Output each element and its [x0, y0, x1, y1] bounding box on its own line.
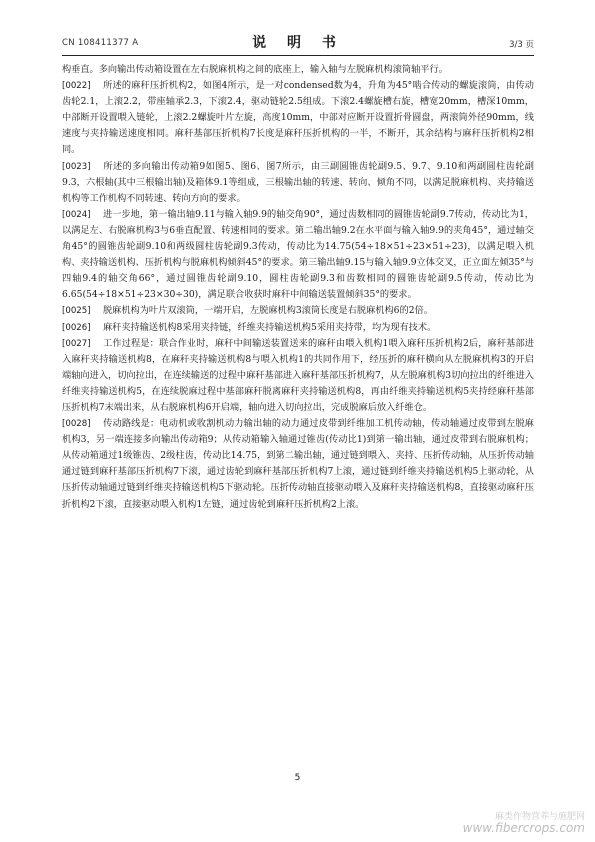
page-indicator: 3/3 页	[509, 40, 534, 50]
paragraph-text: 构垂直。多向输出传动箱设置在左右脱麻机构之间的底座上，输入轴与左脱麻机构滚筒轴平行。	[62, 64, 448, 75]
document-title: 说 明 书	[252, 35, 344, 51]
page-number: 5	[294, 773, 301, 783]
header-divider	[62, 55, 534, 56]
paragraph-number: [0025]	[62, 306, 91, 317]
watermark-site-name: 麻类作物营养与施肥网	[494, 812, 585, 822]
paragraph-text: 麻秆夹持输送机构8采用夹持链，纤维夹持输送机构5采用夹持带，均为现有技术。	[103, 321, 437, 333]
page-header	[62, 32, 534, 54]
paragraph-number: [0022]	[62, 81, 91, 92]
watermark-url: www.fibercrops.com	[462, 821, 585, 835]
paragraph-0028	[62, 416, 534, 513]
paragraph-number: [0023]	[62, 161, 91, 172]
paragraph-number: [0026]	[62, 322, 91, 333]
document-body	[62, 62, 534, 513]
paragraph-number: [0028]	[62, 419, 91, 430]
paragraph-0023	[62, 159, 534, 207]
paragraph-text: 传动路线是：电动机或收割机动力输出轴的动力通过皮带到纤维加工机传动轴，传动轴通过皮带到左脱麻机构3，另一端连接多向输出传动箱9；从传动箱输入轴通过锥齿(传动比1)到第一输出轴，通过皮带到右脱麻机构；从传动箱通过1级锥齿、2级柱齿，传动比14.75，到第二输出轴，通过链到喂入、夹持、压折传动轴，从压折传动轴通过链到麻秆基部压折机构7下滚，通过齿轮到麻秆基部压折机构7上滚，通过链到纤维夹持输送机构5上驱动轮，从压折传动轴通过链到纤维夹持输送机构5下驱动轮。压折传动轴直接驱动喂入及麻秆夹持输送机构8，直接驱动麻秆压折机构2下滚，直接驱动喂入机构1左链，通过齿轮到麻秆压折机构2上滚。	[62, 418, 534, 510]
paragraph-0022	[62, 78, 534, 158]
paragraph-text: 脱麻机构为叶片双滚筒，一端开启，左脱麻机构3滚筒长度是右脱麻机构6的2倍。	[103, 305, 433, 317]
paragraph-number: [0024]	[62, 209, 91, 220]
paragraph-text: 所述的多向输出传动箱9如图5、图6、图7所示，由三副圆锥齿轮副9.5、9.7、9.10和两副圆柱齿轮副9.3，六根轴(其中三根输出轴)及箱体9.1等组成，三根输出轴的转速、转向、倾角不同，以满足脱麻机构、夹持输送机构等工作机构不同转速、转向方向的要求。	[62, 160, 534, 204]
paragraph-text: 所述的麻秆压折机构2，如图4所示，是一对condensed数为4，升角为45°啮合传动的螺旋滚筒，由传动齿轮2.1，上滚2.2，带座轴承2.3，下滚2.4，驱动链轮2.5组成。下滚2.4螺旋槽右旋，槽宽20mm，槽深10mm，中部断开设置喂入链轮，上滚2.2螺旋叶片左旋，高度10mm，中部对应断开设置折骨圆盘，两滚筒外径90mm，线速度与夹持输送速度相同。麻秆基部压折机构7长度是麻秆压折机构的一半，不断开，其余结构与麻秆压折机构2相同。	[62, 80, 534, 156]
site-watermark	[463, 812, 585, 834]
paragraph-number: [0027]	[62, 338, 91, 349]
paragraph-text: 工作过程是：联合作业时，麻秆中间输送装置送来的麻秆由喂入机构1喂入麻秆压折机构2后，麻秆基部进入麻秆夹持输送机构8，在麻秆夹持输送机构8与喂入机构1的共同作用下，经压折的麻秆横向从左脱麻机构3的开启端轴向进入，切向拉出，在连续输送的过程中麻秆基部进入麻秆基部压折机构7，从左脱麻机构3切向拉出的纤维进入纤维夹持输送机构5，在连续脱麻过程中基部麻秆脱离麻秆夹持输送机构8，再由纤维夹持输送机构5夹持经麻秆基部压折机构7末端出来，从右脱麻机构6开启端，轴向进入切向拉出，完成脱麻后放入纤维仓。	[62, 337, 534, 413]
paragraph-text: 进一步地，第一输出轴9.11与输入轴9.9的轴交角90°，通过齿数相同的圆锥齿轮副9.7传动，传动比为1，以满足左、右脱麻机构3与6垂直配置、转速相同的要求。第二输出轴9.2在水平面与输入轴9.9的夹角45°，通过轴交角45°的圆锥齿轮副9.10和两级圆柱齿轮副9.3传动，传动比为14.75(54÷18×51÷23×51÷23)，以满足喂入机构、夹持输送机构、压折机构与脱麻机构倾斜45°的要求。第三输出轴9.15与输入轴9.9立体交叉，正立面左倾35°与四轴9.4的轴交角66°，通过圆锥齿轮副9.10，圆柱齿轮副9.3和齿数相同的圆锥齿轮副9.5传动，传动比为6.65(54÷18×51÷23×30÷30)，满足联合收获时麻秆中间输送装置倾斜35°的要求。	[62, 208, 534, 301]
patent-number: CN 108411377 A	[62, 38, 139, 48]
paragraph-0025	[62, 303, 534, 319]
paragraph-continuation	[62, 62, 534, 78]
paragraph-0027	[62, 336, 534, 416]
paragraph-0024	[62, 207, 534, 304]
paragraph-0026	[62, 320, 534, 336]
